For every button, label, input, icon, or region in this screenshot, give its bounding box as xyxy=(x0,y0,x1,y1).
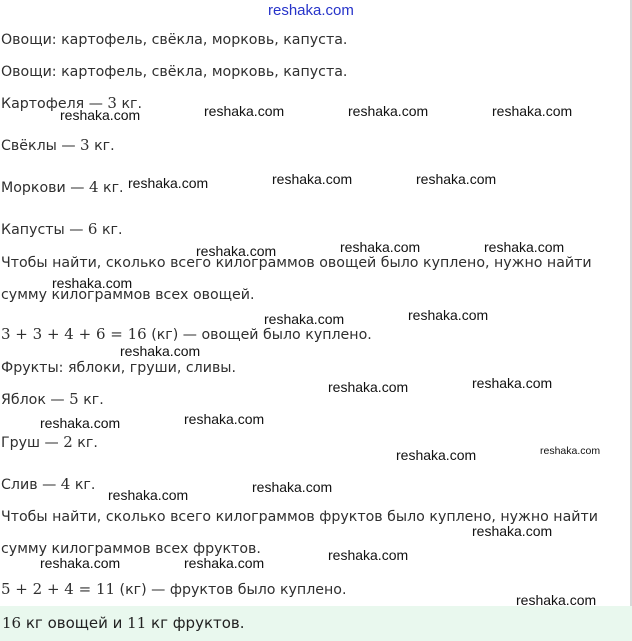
watermark: reshaka.com xyxy=(408,307,489,323)
answer-text xyxy=(2,614,245,632)
math-value: 2 xyxy=(63,433,73,451)
watermark: reshaka.com xyxy=(40,555,121,571)
watermark: reshaka.com xyxy=(340,239,421,255)
text-line: Овощи: картофель, свёкла, морковь, капуста. xyxy=(1,32,348,48)
quantity-line xyxy=(1,178,124,197)
watermark: reshaka.com xyxy=(120,343,201,359)
watermark: reshaka.com xyxy=(184,555,265,571)
watermark: reshaka.com xyxy=(516,592,597,608)
math-value: 4 xyxy=(60,475,71,493)
watermark: reshaka.com xyxy=(484,239,565,255)
math-value: 3 xyxy=(80,136,90,154)
watermark: reshaka.com xyxy=(328,379,409,395)
watermark: reshaka.com xyxy=(60,107,141,123)
watermark: reshaka.com xyxy=(272,171,353,187)
line-suffix: кг. xyxy=(116,96,142,112)
watermark: reshaka.com xyxy=(128,175,209,191)
text-line: Фрукты: яблоки, груши, сливы. xyxy=(1,360,237,376)
line-prefix: Капусты — xyxy=(1,222,88,238)
math-value: 6 xyxy=(87,220,98,238)
line-suffix: кг. xyxy=(70,477,96,493)
quantity-line xyxy=(1,136,115,155)
quantity-line xyxy=(1,220,123,239)
watermark: reshaka.com xyxy=(396,447,477,463)
answer-number-vegetables: 16 xyxy=(2,614,22,632)
line-suffix: кг. xyxy=(98,180,124,196)
watermark: reshaka.com xyxy=(472,523,553,539)
answer-number-fruits: 11 xyxy=(127,614,147,632)
quantity-line xyxy=(1,390,104,409)
line-suffix: кг. xyxy=(78,392,104,408)
watermark: reshaka.com xyxy=(416,171,497,187)
equation-line xyxy=(1,580,346,599)
answer-middle: кг овощей и xyxy=(21,614,128,632)
answer-box xyxy=(0,606,632,641)
text-line: Чтобы найти, сколько всего килограммов фруктов было куплено, нужно найти xyxy=(1,509,598,525)
line-prefix: Картофеля — xyxy=(1,96,108,112)
watermark: reshaka.com xyxy=(492,103,573,119)
watermark: reshaka.com xyxy=(184,411,265,427)
math-expression: 3 + 3 + 4 + 6 = 16 xyxy=(1,325,147,343)
line-prefix: Яблок — xyxy=(1,392,70,408)
watermark: reshaka.com xyxy=(348,103,429,119)
answer-suffix: кг фруктов. xyxy=(146,614,245,632)
line-suffix: (кг) — фруктов было куплено. xyxy=(115,582,347,598)
watermark: reshaka.com xyxy=(472,375,553,391)
watermark: reshaka.com xyxy=(264,311,345,327)
line-prefix: Груш — xyxy=(1,435,64,451)
line-suffix: кг. xyxy=(97,222,123,238)
equation-line xyxy=(1,325,372,344)
line-suffix: (кг) — овощей было куплено. xyxy=(146,327,372,343)
text-line: Чтобы найти, сколько всего килограммов овощей было куплено, нужно найти xyxy=(1,255,592,271)
top-watermark: reshaka.com xyxy=(268,2,354,19)
line-prefix: Свёклы — xyxy=(1,138,81,154)
text-line: сумму килограммов всех овощей. xyxy=(1,287,255,303)
line-suffix: кг. xyxy=(89,138,115,154)
watermark: reshaka.com xyxy=(204,103,285,119)
watermark: reshaka.com xyxy=(196,243,277,259)
text-line: Овощи: картофель, свёкла, морковь, капуста. xyxy=(1,64,348,80)
line-prefix: Слив — xyxy=(1,477,61,493)
math-value: 5 xyxy=(69,390,79,408)
watermark: reshaka.com xyxy=(328,547,409,563)
quantity-line xyxy=(1,475,95,494)
text-line: сумму килограммов всех фруктов. xyxy=(1,541,261,557)
watermark: reshaka.com xyxy=(40,415,121,431)
quantity-line xyxy=(1,433,98,452)
math-value: 3 xyxy=(107,94,117,112)
watermark: reshaka.com xyxy=(108,487,189,503)
watermark: reshaka.com xyxy=(540,445,601,457)
line-prefix: Моркови — xyxy=(1,180,89,196)
watermark: reshaka.com xyxy=(252,479,333,495)
line-suffix: кг. xyxy=(72,435,98,451)
math-expression: 5 + 2 + 4 = 11 xyxy=(1,580,116,598)
math-value: 4 xyxy=(88,178,99,196)
watermark: reshaka.com xyxy=(52,275,133,291)
